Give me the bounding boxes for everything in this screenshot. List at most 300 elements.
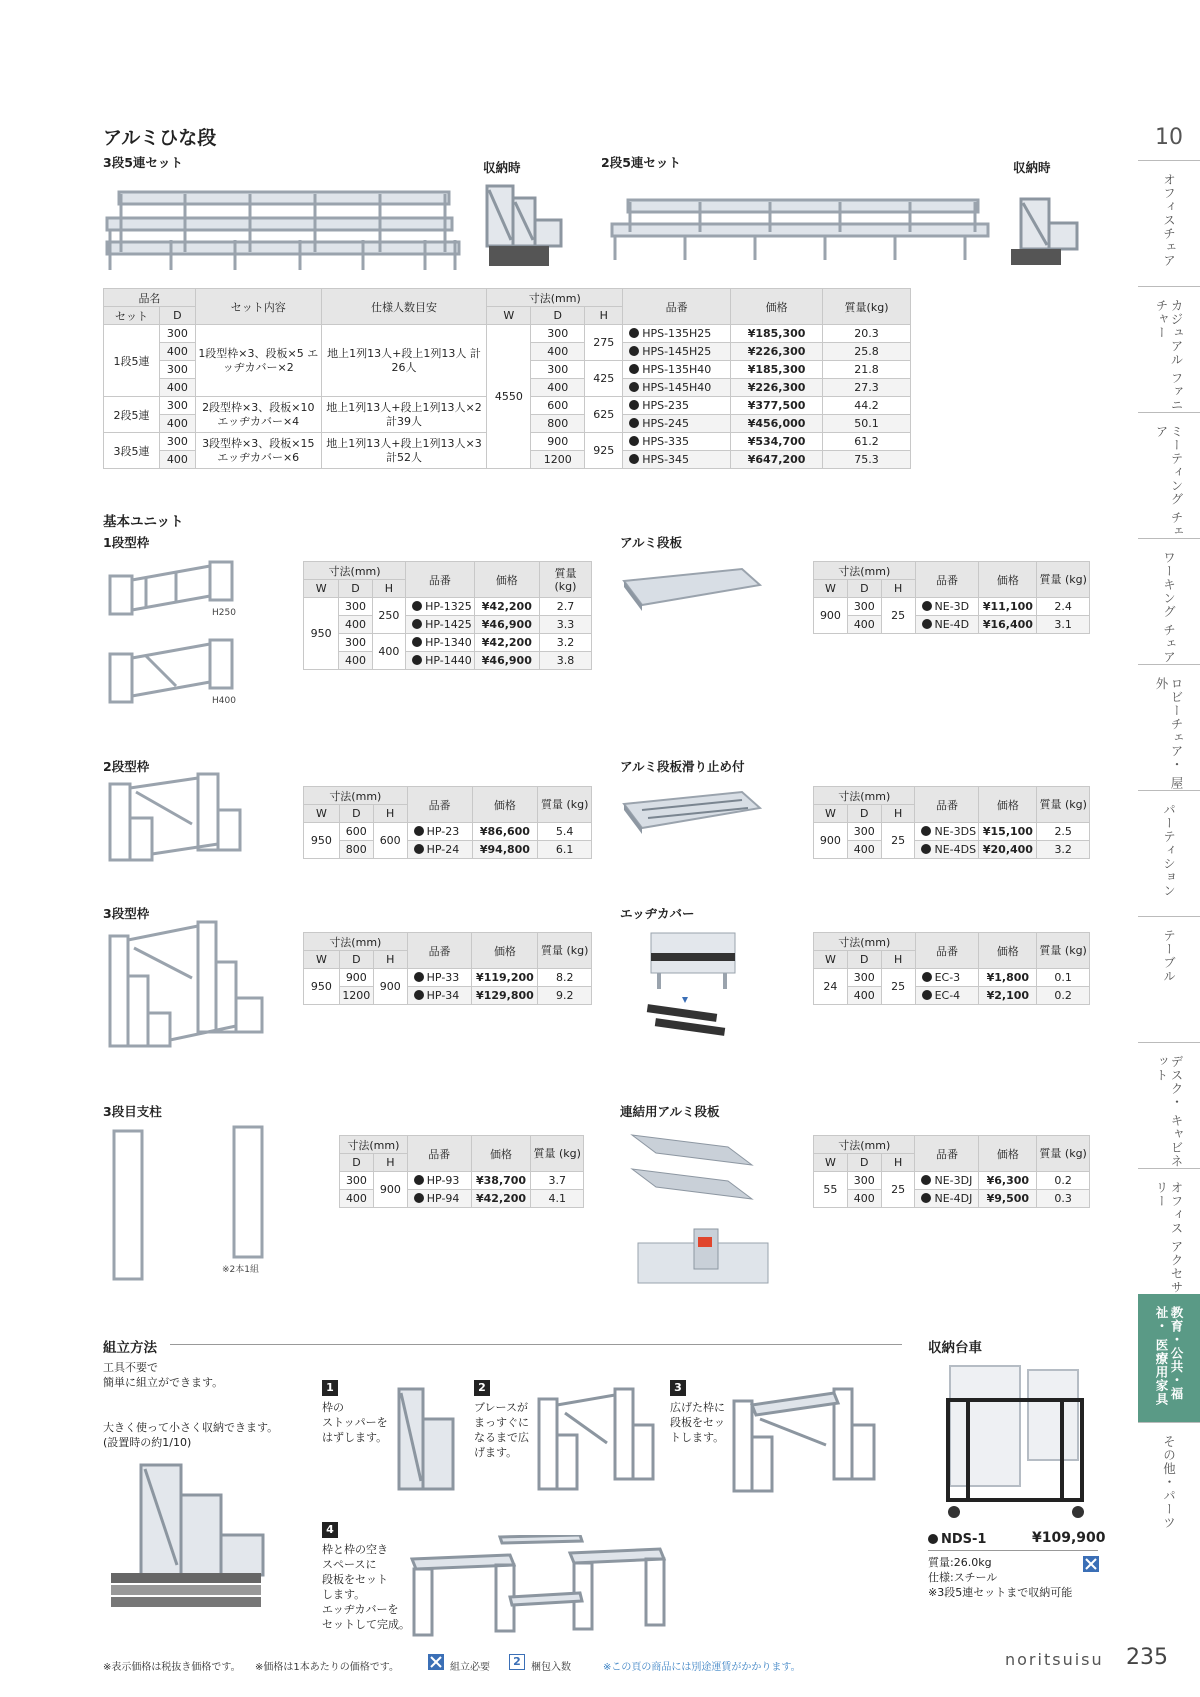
cell-h: 25 (881, 969, 915, 1005)
step-4-line: します。 (322, 1588, 366, 1601)
th-d: D (339, 951, 373, 969)
bullet-icon (414, 1193, 424, 1203)
part-number: NE-4DS (915, 841, 979, 859)
th-d: D (847, 805, 881, 823)
cart-price: ¥109,900 (1032, 1530, 1106, 1546)
th-h: H (373, 805, 407, 823)
part-number: HPS-145H25 (623, 343, 731, 361)
unit2-table (303, 786, 592, 859)
cart-divider (928, 1550, 1098, 1551)
step-2-line: まっすぐに (474, 1416, 529, 1429)
set3-label: 3段5連セット (103, 155, 183, 170)
cell-dd: 600 (531, 397, 585, 415)
bullet-icon (412, 601, 422, 611)
th-hinmei: 品名 (104, 289, 196, 307)
sidebar-item-office-accessory[interactable]: オフィス アクセサリー (1138, 1168, 1200, 1294)
page-title: アルミひな段 (103, 127, 217, 149)
th-part: 品番 (407, 1136, 471, 1172)
bullet-icon (414, 844, 424, 854)
edge-cover-illustration (645, 925, 740, 1045)
th-dims: 寸法(mm) (814, 562, 916, 580)
assembly-storage-illustration (103, 1455, 283, 1615)
cell-w: 900 (814, 823, 848, 859)
brand-logo: noritsuisu (1005, 1650, 1104, 1669)
bullet-icon (629, 454, 639, 464)
price: ¥6,300 (979, 1172, 1037, 1190)
weight: 4.1 (531, 1190, 584, 1208)
th-set-content: セット内容 (195, 289, 321, 325)
assembly-intro-2: 簡単に組立ができます。 (103, 1376, 224, 1389)
th-part: 品番 (407, 787, 472, 823)
bullet-icon (629, 436, 639, 446)
sidebar-item-office-chair[interactable]: オフィスチェア (1138, 160, 1200, 286)
part-number: HPS-145H40 (623, 379, 731, 397)
cell-w: 55 (814, 1172, 848, 1208)
set-content: 1段型枠×3、段板×5 エッヂカバー×2 (195, 325, 321, 397)
step-4-badge: 4 (322, 1522, 338, 1538)
th-d: D (847, 951, 881, 969)
support-table (339, 1135, 584, 1208)
part-number: NE-3DS (915, 823, 979, 841)
cell-h: 250 (372, 598, 405, 634)
part-number: HPS-345 (623, 451, 731, 469)
sidebar-item-table[interactable]: テーブル (1138, 916, 1200, 1042)
th-h: H (881, 805, 915, 823)
weight: 0.1 (1037, 969, 1090, 987)
price: ¥1,800 (979, 969, 1037, 987)
cell-d: 300 (339, 634, 372, 652)
step-1 (322, 1376, 388, 1445)
cell-h: 625 (585, 397, 623, 433)
weight: 3.2 (1037, 841, 1090, 859)
unit2-title: 2段型枠 (103, 759, 150, 774)
bullet-icon (414, 1175, 424, 1185)
price: ¥226,300 (731, 343, 823, 361)
bullet-icon (629, 328, 639, 338)
cell-w: 950 (304, 598, 339, 670)
th-dims: 寸法(mm) (304, 933, 408, 951)
cell-w: 4550 (487, 325, 531, 469)
th-part: 品番 (407, 933, 472, 969)
cell-h: 25 (881, 598, 915, 634)
part-number: HPS-235 (623, 397, 731, 415)
th-price: 価格 (979, 562, 1037, 598)
cell-w: 950 (304, 823, 340, 859)
cell-d: 400 (159, 379, 195, 397)
bullet-icon (412, 655, 422, 665)
step-4 (322, 1518, 410, 1632)
price: ¥38,700 (471, 1172, 531, 1190)
cart-part: NDS-1 (928, 1532, 986, 1547)
step-2-line: なるまで広 (474, 1431, 529, 1444)
th-w: W (814, 951, 848, 969)
th-weight: 質量 (kg) (538, 787, 592, 823)
weight: 21.8 (823, 361, 911, 379)
step-4-line: エッヂカバーを (322, 1603, 399, 1616)
cell-d: 800 (339, 841, 373, 859)
cell-d: 400 (159, 343, 195, 361)
cell-d: 400 (339, 616, 372, 634)
step-4-line: 枠と枠の空き (322, 1543, 388, 1556)
price: ¥119,200 (472, 969, 538, 987)
plate-table (813, 561, 1090, 634)
th-dims: 寸法(mm) (340, 1136, 408, 1154)
weight: 2.7 (539, 598, 591, 616)
part-number: HP-1440 (406, 652, 475, 670)
label-h400: H400 (212, 696, 236, 706)
weight: 2.5 (1037, 823, 1090, 841)
weight: 20.3 (823, 325, 911, 343)
step-1-badge: 1 (322, 1380, 338, 1396)
cell-h: 925 (585, 433, 623, 469)
cell-d: 400 (339, 652, 372, 670)
th-price: 価格 (979, 787, 1037, 823)
cell-d: 300 (159, 325, 195, 343)
bullet-icon (629, 364, 639, 374)
storage-label-2: 収納時 (1013, 160, 1051, 175)
price: ¥534,700 (731, 433, 823, 451)
part-number: HP-1325 (406, 598, 475, 616)
cell-dd: 400 (531, 379, 585, 397)
assembly-intro-1: 工具不要で (103, 1361, 158, 1374)
joint-table (813, 1135, 1090, 1208)
weight: 3.7 (531, 1172, 584, 1190)
th-h: H (585, 307, 623, 325)
price: ¥15,100 (979, 823, 1037, 841)
unit3-illustration (106, 918, 271, 1058)
page-number: 235 (1126, 1645, 1168, 1670)
step-4-illustration (410, 1535, 675, 1640)
th-capacity: 仕様人数目安 (321, 289, 487, 325)
assembly-title: 組立方法 (103, 1340, 157, 1356)
weight: 25.8 (823, 343, 911, 361)
sidebar-item-other-parts[interactable]: その他・パーツ (1138, 1422, 1200, 1548)
main-spec-table (103, 288, 911, 469)
footer-pack-label: 梱包入数 (531, 1662, 571, 1673)
th-weight: 質量 (kg) (1037, 933, 1090, 969)
cell-d: 400 (847, 1190, 881, 1208)
unit2-illustration (106, 770, 246, 865)
unit1-table (303, 561, 592, 670)
unit1-title: 1段型枠 (103, 535, 150, 550)
capacity: 地上1列13人+段上1列13人×3 計52人 (321, 433, 487, 469)
th-h: H (373, 951, 407, 969)
step-1-line: ストッパーを (322, 1416, 388, 1429)
cell-w: 24 (814, 969, 848, 1005)
price: ¥94,800 (472, 841, 538, 859)
edge-table (813, 932, 1090, 1005)
th-weight: 質量 (kg) (539, 562, 591, 598)
th-part: 品番 (623, 289, 731, 325)
th-h: H (881, 580, 915, 598)
footer-assembly-label: 組立必要 (450, 1662, 490, 1673)
assembly-intro-3: 大きく使って小さく収納できます。 (103, 1421, 279, 1434)
step-3-illustration (730, 1385, 880, 1495)
cell-h: 275 (585, 325, 623, 361)
th-w: W (814, 580, 848, 598)
sidebar-item-lobby-chair[interactable]: ロビーチェア・ 屋外 (1138, 664, 1200, 790)
bullet-icon (412, 619, 422, 629)
cell-dd: 300 (531, 325, 585, 343)
bullet-icon (922, 990, 932, 1000)
step-2 (474, 1376, 529, 1460)
part-number: HP-93 (407, 1172, 471, 1190)
step-4-line: セットして完成。 (322, 1618, 410, 1631)
price: ¥86,600 (472, 823, 538, 841)
part-number: HP-1340 (406, 634, 475, 652)
part-number: HP-33 (407, 969, 472, 987)
step-3-badge: 3 (670, 1380, 686, 1396)
th-dims: 寸法(mm) (814, 1136, 915, 1154)
plate-illustration (622, 565, 762, 615)
set3-illustration (105, 180, 465, 275)
th-part: 品番 (406, 562, 475, 598)
part-number: NE-3D (915, 598, 979, 616)
cell-d: 1200 (339, 987, 373, 1005)
plate-ns-table (813, 786, 1090, 859)
part-number: HPS-335 (623, 433, 731, 451)
price: ¥42,200 (471, 1190, 531, 1208)
cell-dd: 1200 (531, 451, 585, 469)
part-number: NE-4D (915, 616, 979, 634)
cart-illustration (938, 1360, 1098, 1525)
th-w: W (304, 805, 340, 823)
label-h250: H250 (212, 608, 236, 618)
weight: 6.1 (538, 841, 592, 859)
th-weight: 質量 (kg) (531, 1136, 584, 1172)
sidebar-item-partition[interactable]: パーティション (1138, 790, 1200, 916)
bullet-icon (922, 601, 932, 611)
cell-d: 600 (339, 823, 373, 841)
weight: 0.2 (1037, 987, 1090, 1005)
weight: 27.3 (823, 379, 911, 397)
cell-h: 900 (373, 969, 407, 1005)
part-number: HP-94 (407, 1190, 471, 1208)
part-number: HP-34 (407, 987, 472, 1005)
cart-spec-1: 質量:26.0kg (928, 1556, 992, 1569)
cell-d: 400 (340, 1190, 374, 1208)
th-h: H (372, 580, 405, 598)
set2-label: 2段5連セット (601, 155, 681, 170)
support-note: ※2本1組 (222, 1265, 259, 1275)
th-d: D (159, 307, 195, 325)
th-w: W (814, 805, 848, 823)
th-price: 価格 (471, 1136, 531, 1172)
cell-dd: 900 (531, 433, 585, 451)
price: ¥647,200 (731, 451, 823, 469)
weight: 44.2 (823, 397, 911, 415)
bullet-icon (921, 844, 931, 854)
capacity: 地上1列13人+段上1列13人 計26人 (321, 325, 487, 397)
step-1-line: 枠の (322, 1401, 344, 1414)
cart-title: 収納台車 (928, 1340, 982, 1356)
weight: 3.2 (539, 634, 591, 652)
cell-d: 400 (847, 841, 881, 859)
weight: 2.4 (1037, 598, 1090, 616)
joint-title: 連結用アルミ段板 (620, 1104, 720, 1119)
footer-shipping-note: ※この頁の商品には別途運賃がかかります。 (603, 1662, 801, 1673)
weight: 5.4 (538, 823, 592, 841)
cell-d: 300 (847, 823, 881, 841)
cell-d: 300 (339, 598, 372, 616)
sidebar-item-working-chair[interactable]: ワーキング チェア (1138, 538, 1200, 664)
weight: 8.2 (538, 969, 592, 987)
th-dims: 寸法(mm) (304, 562, 406, 580)
price: ¥185,300 (731, 361, 823, 379)
unit3-title: 3段型枠 (103, 906, 150, 921)
weight: 3.3 (539, 616, 591, 634)
th-part: 品番 (915, 787, 979, 823)
th-dims: 寸法(mm) (487, 289, 623, 307)
step-1-line: はずします。 (322, 1431, 388, 1444)
weight: 75.3 (823, 451, 911, 469)
price: ¥42,200 (474, 598, 539, 616)
th-price: 価格 (472, 787, 538, 823)
cell-d: 300 (159, 433, 195, 451)
cell-d: 300 (847, 969, 881, 987)
step-4-line: スペースに (322, 1558, 377, 1571)
cell-h: 425 (585, 361, 623, 397)
step-2-line: ブレースが (474, 1401, 529, 1414)
price: ¥185,300 (731, 325, 823, 343)
price: ¥16,400 (979, 616, 1037, 634)
th-w: W (814, 1154, 848, 1172)
cart-spec-3: ※3段5連セットまで収納可能 (928, 1586, 1073, 1599)
part-number: EC-4 (915, 987, 979, 1005)
bullet-icon (921, 1175, 931, 1185)
assembly-required-icon (1083, 1556, 1099, 1572)
bullet-icon (629, 382, 639, 392)
bullet-icon (921, 1193, 931, 1203)
th-h: H (881, 951, 915, 969)
th-w: W (487, 307, 531, 325)
cell-w: 900 (814, 598, 848, 634)
step-3-line: トします。 (670, 1431, 725, 1444)
sidebar-item-casual-furniture[interactable]: カジュアル ファニチャー (1138, 286, 1200, 412)
assembly-intro-4: (設置時の約1/10) (103, 1436, 192, 1449)
step-4-line: 段板をセット (322, 1573, 388, 1586)
cell-d: 400 (159, 451, 195, 469)
th-weight: 質量 (kg) (1037, 562, 1090, 598)
price: ¥129,800 (472, 987, 538, 1005)
cell-d: 300 (847, 598, 881, 616)
cell-h: 600 (373, 823, 407, 859)
th-w: W (304, 580, 339, 598)
th-h: H (373, 1154, 407, 1172)
price: ¥42,200 (474, 634, 539, 652)
unit3-table (303, 932, 592, 1005)
bullet-icon (928, 1534, 938, 1544)
price: ¥226,300 (731, 379, 823, 397)
th-dims: 寸法(mm) (814, 787, 915, 805)
th-price: 価格 (979, 933, 1037, 969)
sidebar-item-meeting-chair[interactable]: ミーティング チェア (1138, 412, 1200, 538)
set2-illustration (610, 192, 990, 267)
cell-d: 300 (340, 1172, 374, 1190)
storage-label-1: 収納時 (483, 160, 521, 175)
step-3-line: 段板をセッ (670, 1416, 725, 1429)
cell-dd: 300 (531, 361, 585, 379)
part-number: EC-3 (915, 969, 979, 987)
bullet-icon (414, 990, 424, 1000)
bullet-icon (629, 400, 639, 410)
step-1-illustration (395, 1385, 460, 1495)
capacity: 地上1列13人+段上1列13人×2 計39人 (321, 397, 487, 433)
th-d: D (847, 580, 881, 598)
footer-note-2: ※価格は1本あたりの価格です。 (255, 1662, 399, 1673)
part-number: NE-4DJ (915, 1190, 979, 1208)
cell-h: 25 (881, 823, 915, 859)
th-d: D (339, 580, 372, 598)
th-w: W (304, 951, 340, 969)
th-part: 品番 (915, 933, 979, 969)
support-illustration (110, 1125, 270, 1285)
bullet-icon (412, 637, 422, 647)
step-3 (670, 1376, 725, 1445)
assembly-required-icon (428, 1654, 444, 1670)
bullet-icon (921, 826, 931, 836)
set3-storage-illustration (485, 180, 565, 270)
step-2-illustration (535, 1385, 660, 1495)
weight: 9.2 (538, 987, 592, 1005)
part-number: HPS-245 (623, 415, 731, 433)
th-d: D (847, 1154, 881, 1172)
step-3-line: 広げた枠に (670, 1401, 725, 1414)
price: ¥377,500 (731, 397, 823, 415)
th-d: D (340, 1154, 374, 1172)
sidebar-item-desk-cabinet[interactable]: デスク・ キャビネット (1138, 1042, 1200, 1168)
cell-dd: 800 (531, 415, 585, 433)
footer-note-1: ※表示価格は税抜き価格です。 (103, 1662, 241, 1673)
th-h: H (881, 1154, 915, 1172)
th-dims: 寸法(mm) (304, 787, 408, 805)
cell-h: 900 (373, 1172, 407, 1208)
step-2-line: げます。 (474, 1446, 518, 1459)
th-dd: D (531, 307, 585, 325)
sidebar-item-education-public[interactable]: 教育・公共・福祉・ 医療用家具 (1138, 1294, 1200, 1422)
part-number: HP-23 (407, 823, 472, 841)
set2-storage-illustration (1007, 195, 1082, 270)
assembly-divider (170, 1344, 902, 1345)
th-d: D (339, 805, 373, 823)
weight: 61.2 (823, 433, 911, 451)
th-dims: 寸法(mm) (814, 933, 916, 951)
bullet-icon (629, 346, 639, 356)
cell-d: 300 (159, 397, 195, 415)
set-name: 2段5連 (104, 397, 160, 433)
price: ¥9,500 (979, 1190, 1037, 1208)
edge-title: エッヂカバー (620, 906, 695, 921)
step-2-badge: 2 (474, 1380, 490, 1396)
cell-dd: 400 (531, 343, 585, 361)
cart-spec-2: 仕様:スチール (928, 1571, 998, 1584)
th-price: 価格 (979, 1136, 1037, 1172)
th-part: 品番 (915, 1136, 979, 1172)
set-name: 1段5連 (104, 325, 160, 397)
bullet-icon (629, 418, 639, 428)
plate-ns-title: アルミ段板滑り止め付 (620, 759, 745, 774)
weight: 50.1 (823, 415, 911, 433)
price: ¥20,400 (979, 841, 1037, 859)
th-weight: 質量 (kg) (538, 933, 592, 969)
cell-d: 400 (847, 987, 881, 1005)
cell-d: 900 (339, 969, 373, 987)
part-number: HP-1425 (406, 616, 475, 634)
cell-d: 400 (159, 415, 195, 433)
th-price: 価格 (472, 933, 538, 969)
cell-h: 400 (372, 634, 405, 670)
weight: 3.1 (1037, 616, 1090, 634)
